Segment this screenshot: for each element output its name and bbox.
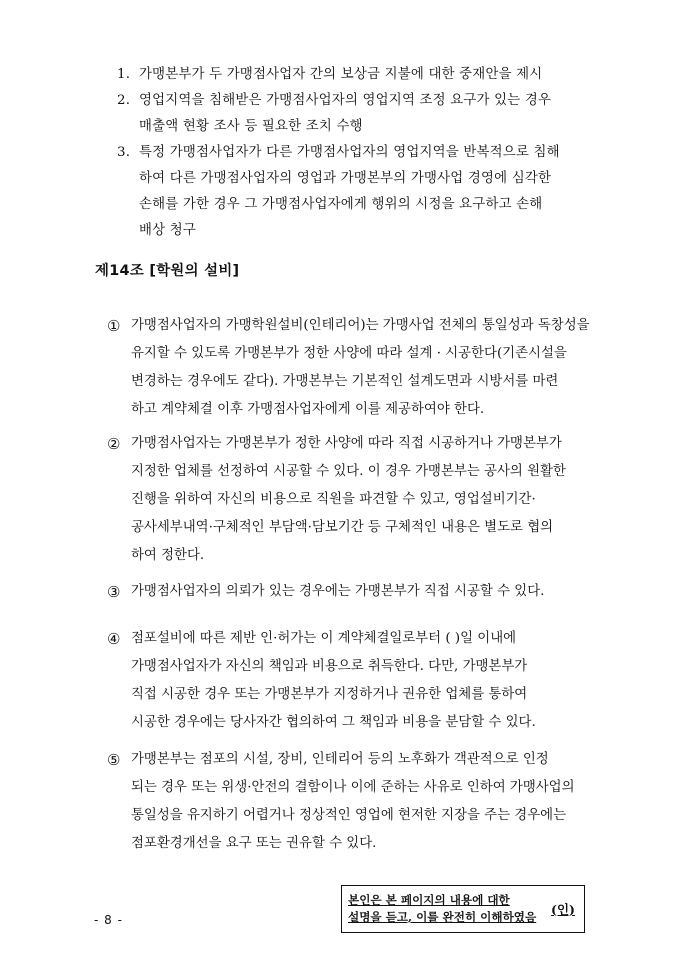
text-line: 하여 다른 가맹점사업자의 영업과 가맹본부의 가맹사업 경영에 심각한 bbox=[139, 171, 552, 186]
text-line: 진행을 위하여 자신의 비용으로 직원을 파견할 수 있고, 영업설비기간· bbox=[131, 492, 536, 507]
clause-3 bbox=[107, 578, 585, 606]
text-line: 가맹점사업자는 가맹본부가 정한 사양에 따라 직접 시공하거나 가맹본부가 bbox=[131, 436, 562, 451]
numbered-list bbox=[117, 62, 597, 244]
text-line: 유지할 수 있도록 가맹본부가 정한 사양에 따라 설계 · 시공한다(기존시설을 bbox=[131, 346, 567, 361]
clause-1 bbox=[107, 312, 590, 424]
clause-text bbox=[131, 746, 585, 858]
text-line: 통일성을 유지하기 어렵거나 정상적인 영업에 현저한 지장을 주는 경우에는 bbox=[131, 808, 567, 823]
clause-mark: ③ bbox=[107, 583, 121, 601]
text-line: 하여 정한다. bbox=[131, 548, 205, 563]
text-line: 가맹점사업자의 의뢰가 있는 경우에는 가맹본부가 직접 시공할 수 있다. bbox=[131, 584, 545, 599]
text-line: 점포설비에 따른 제반 인·허가는 이 계약체결일로부터 ( )일 이내에 bbox=[131, 631, 517, 646]
section-heading: 제14조 [학원의 설비] bbox=[95, 263, 240, 279]
text-line: 손해를 가한 경우 그 가맹점사업자에게 행위의 시정을 요구하고 손해 bbox=[139, 197, 543, 212]
text-line: 가맹점사업자가 자신의 책임과 비용으로 취득한다. 다만, 가맹본부가 bbox=[131, 659, 528, 674]
clause-4 bbox=[107, 625, 585, 737]
text-line: 직접 시공한 경우 또는 가맹본부가 지정하거나 권유한 업체를 통하여 bbox=[131, 687, 528, 702]
text-line: 가맹본부가 두 가맹점사업자 간의 보상금 지불에 대한 중재안을 제시 bbox=[139, 67, 543, 82]
clause-mark: ④ bbox=[107, 630, 121, 648]
text-line: 가맹점사업자의 가맹학원설비(인테리어)는 가맹사업 전체의 통일성과 독창성을 bbox=[131, 318, 590, 333]
list-text bbox=[139, 88, 597, 140]
list-number: 3. bbox=[117, 145, 131, 160]
list-number: 2. bbox=[117, 93, 131, 108]
clause-5 bbox=[107, 746, 585, 858]
text-line: 시공한 경우에는 당사자간 협의하여 그 책임과 비용을 분담할 수 있다. bbox=[131, 715, 536, 730]
list-text bbox=[139, 140, 597, 244]
text-line: 변경하는 경우에도 같다). 가맹본부는 기본적인 설계도면과 시방서를 마련 bbox=[131, 374, 559, 389]
list-item bbox=[117, 62, 597, 88]
clause-2 bbox=[107, 430, 585, 570]
list-number: 1. bbox=[117, 67, 131, 82]
clause-text bbox=[131, 625, 585, 737]
list-item bbox=[117, 88, 597, 140]
list-item bbox=[117, 140, 597, 244]
seal-field[interactable]: (인) bbox=[551, 902, 575, 917]
confirmation-box bbox=[341, 885, 585, 933]
clause-text bbox=[131, 430, 585, 570]
text-line: 설명을 듣고, 이를 완전히 이해하였음 bbox=[348, 910, 537, 924]
text-line: 지정한 업체를 선정하여 시공할 수 있다. 이 경우 가맹본부는 공사의 원활한 bbox=[131, 464, 566, 479]
clause-text bbox=[131, 578, 585, 606]
text-line: 특정 가맹점사업자가 다른 가맹점사업자의 영업지역을 반복적으로 침해 bbox=[139, 145, 560, 160]
text-line: 영업지역을 침해받은 가맹점사업자의 영업지역 조정 요구가 있는 경우 bbox=[139, 93, 552, 108]
list-text bbox=[139, 62, 597, 88]
page-number: - 8 - bbox=[94, 913, 123, 927]
confirmation-text bbox=[342, 892, 542, 926]
text-line: 점포환경개선을 요구 또는 권유할 수 있다. bbox=[131, 836, 377, 851]
clause-mark: ② bbox=[107, 435, 121, 453]
text-line: 공사세부내역·구체적인 부담액·담보기간 등 구체적인 내용은 별도로 협의 bbox=[131, 520, 554, 535]
clause-mark: ① bbox=[107, 317, 121, 335]
text-line: 되는 경우 또는 위생·안전의 결함이나 이에 준하는 사유로 인하여 가맹사업의 bbox=[131, 780, 575, 795]
text-line: 본인은 본 페이지의 내용에 대한 bbox=[348, 893, 510, 907]
text-line: 매출액 현황 조사 등 필요한 조치 수행 bbox=[139, 119, 363, 134]
text-line: 하고 계약체결 이후 가맹점사업자에게 이를 제공하여야 한다. bbox=[131, 402, 485, 417]
text-line: 배상 청구 bbox=[139, 223, 196, 238]
text-line: 가맹본부는 점포의 시설, 장비, 인테리어 등의 노후화가 객관적으로 인정 bbox=[131, 752, 549, 767]
clause-mark: ⑤ bbox=[107, 751, 121, 769]
clause-text bbox=[131, 312, 590, 424]
